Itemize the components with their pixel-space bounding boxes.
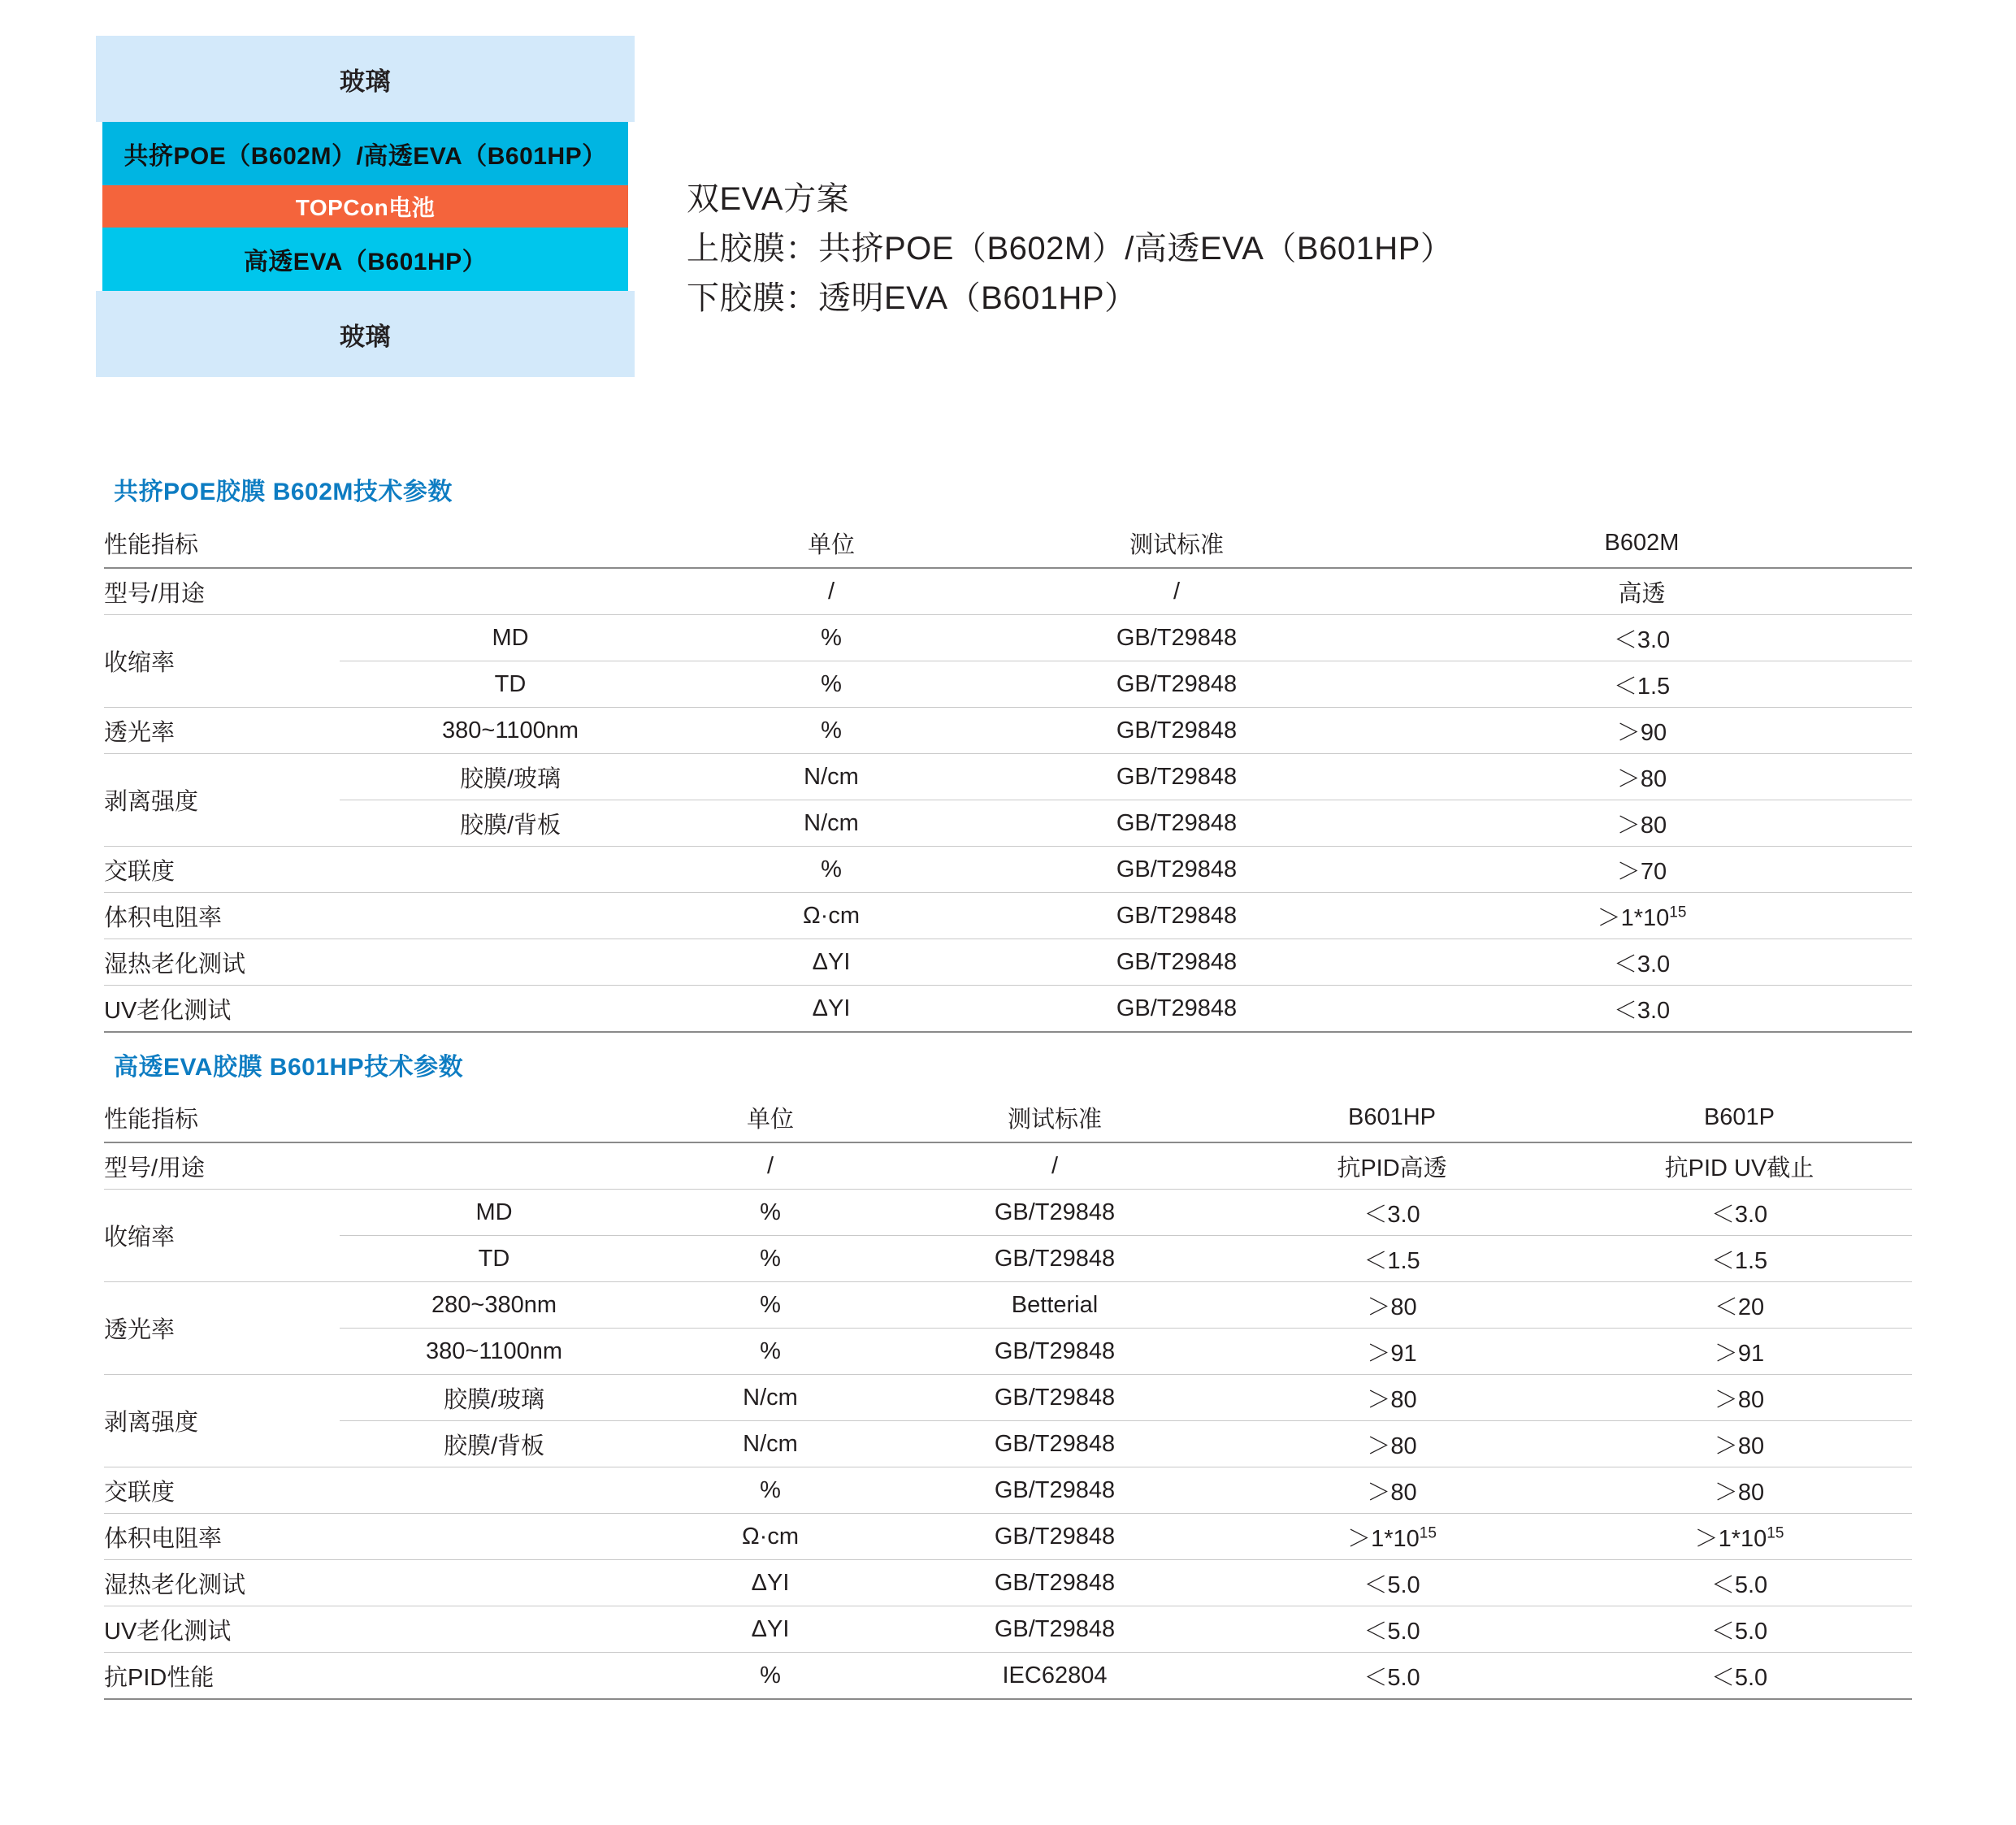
- row-standard: GB/T29848: [892, 1375, 1217, 1421]
- table-row: [104, 1467, 1912, 1514]
- row-label: 体积电阻率: [104, 893, 681, 939]
- row-value-text: ＞1*10: [1347, 1525, 1420, 1552]
- row-standard: GB/T29848: [982, 661, 1372, 708]
- table-row: [104, 893, 1912, 939]
- row-value-b601hp: ＜3.0: [1217, 1190, 1567, 1236]
- row-unit: Ω·cm: [648, 1514, 892, 1560]
- table-row: [104, 1606, 1912, 1653]
- th-b601hp: B601HP: [1217, 1093, 1567, 1142]
- row-label: UV老化测试: [104, 1606, 648, 1653]
- stack-layer-poe-label: 共挤POE（B602M）/高透EVA（B601HP）: [124, 143, 607, 170]
- row-sublabel: 胶膜/背板: [340, 800, 681, 847]
- row-value-b601hp: ＜5.0: [1217, 1606, 1567, 1653]
- row-standard: /: [982, 568, 1372, 615]
- stack-inner-layers: [96, 122, 635, 291]
- row-standard: GB/T29848: [892, 1421, 1217, 1467]
- row-value-b602m: 高透: [1372, 568, 1912, 615]
- row-value-text: ＞1*10: [1597, 904, 1670, 931]
- row-sublabel: MD: [340, 1190, 648, 1236]
- row-label: 剥离强度: [104, 1375, 340, 1467]
- row-value-b601hp: [1217, 1514, 1567, 1560]
- table-row: [104, 939, 1912, 986]
- row-standard: GB/T29848: [982, 939, 1372, 986]
- table-row: [104, 754, 1912, 800]
- row-label: 收缩率: [104, 615, 340, 708]
- table-row: [104, 708, 1912, 754]
- stack-layer-glass-bottom-label: 玻璃: [340, 322, 391, 351]
- row-sublabel: 胶膜/玻璃: [340, 1375, 648, 1421]
- row-sublabel: TD: [340, 1236, 648, 1282]
- table-row: [104, 1190, 1912, 1236]
- table-row: [104, 800, 1912, 847]
- table-row: [104, 1142, 1912, 1190]
- th-b602m: B602M: [1372, 518, 1912, 568]
- row-unit: %: [681, 615, 982, 661]
- row-value-b601p: ＜5.0: [1567, 1606, 1912, 1653]
- table-row: [104, 1514, 1912, 1560]
- row-value-b601p: ＞80: [1567, 1421, 1912, 1467]
- row-sublabel: TD: [340, 661, 681, 708]
- table-row: [104, 1421, 1912, 1467]
- row-standard: GB/T29848: [892, 1467, 1217, 1514]
- row-sublabel: 380~1100nm: [340, 1329, 648, 1375]
- row-unit: /: [648, 1142, 892, 1190]
- row-standard: GB/T29848: [892, 1190, 1217, 1236]
- th-unit: 单位: [648, 1093, 892, 1142]
- stack-layer-eva: [102, 228, 628, 291]
- row-unit: N/cm: [681, 754, 982, 800]
- row-unit: %: [648, 1190, 892, 1236]
- row-label: 型号/用途: [104, 568, 681, 615]
- row-unit: N/cm: [648, 1421, 892, 1467]
- row-standard: GB/T29848: [982, 615, 1372, 661]
- spec-table-b602m: [104, 518, 1912, 1033]
- row-sublabel: 380~1100nm: [340, 708, 681, 754]
- stack-layer-cell: [102, 185, 628, 228]
- row-unit: %: [648, 1653, 892, 1700]
- row-value-exponent: 15: [1669, 903, 1687, 921]
- row-label: UV老化测试: [104, 986, 681, 1033]
- row-standard: GB/T29848: [982, 893, 1372, 939]
- row-standard: /: [892, 1142, 1217, 1190]
- row-label: 体积电阻率: [104, 1514, 648, 1560]
- row-standard: GB/T29848: [982, 800, 1372, 847]
- row-unit: ΔYI: [681, 986, 982, 1033]
- row-standard: GB/T29848: [892, 1514, 1217, 1560]
- table-row: [104, 1653, 1912, 1700]
- row-value-b602m: ＜3.0: [1372, 939, 1912, 986]
- table-row: [104, 1282, 1912, 1329]
- table-row: [104, 986, 1912, 1033]
- th-blank: [340, 518, 681, 568]
- row-standard: GB/T29848: [892, 1329, 1217, 1375]
- table-row: [104, 1329, 1912, 1375]
- row-sublabel: 280~380nm: [340, 1282, 648, 1329]
- th-blank: [340, 1093, 648, 1142]
- row-standard: GB/T29848: [892, 1606, 1217, 1653]
- spec-table-b601hp: [104, 1093, 1912, 1700]
- scheme-line-3: 下胶膜：透明EVA（B601HP）: [687, 280, 1138, 316]
- table-row: [104, 847, 1912, 893]
- row-value-b601hp: ＞80: [1217, 1467, 1567, 1514]
- row-value-b601p: [1567, 1514, 1912, 1560]
- row-value-b601p: ＞80: [1567, 1375, 1912, 1421]
- row-value-b602m: ＞90: [1372, 708, 1912, 754]
- row-value-b601p: 抗PID UV截止: [1567, 1142, 1912, 1190]
- row-label: 湿热老化测试: [104, 1560, 648, 1606]
- row-value-b601p: ＜5.0: [1567, 1560, 1912, 1606]
- row-standard: GB/T29848: [892, 1236, 1217, 1282]
- row-unit: %: [648, 1236, 892, 1282]
- row-value-text: ＞1*10: [1694, 1525, 1767, 1552]
- row-value-b602m: ＞80: [1372, 800, 1912, 847]
- section-title-poe: 共挤POE胶膜 B602M技术参数: [114, 479, 453, 505]
- stack-layer-poe: [102, 122, 628, 185]
- scheme-line-1: 双EVA方案: [687, 181, 850, 217]
- row-value-b601hp: ＞80: [1217, 1282, 1567, 1329]
- table-row: [104, 1236, 1912, 1282]
- module-stack-diagram: [96, 36, 635, 377]
- row-label: 型号/用途: [104, 1142, 648, 1190]
- row-standard: GB/T29848: [982, 847, 1372, 893]
- row-label: 交联度: [104, 847, 681, 893]
- row-label: 抗PID性能: [104, 1653, 648, 1700]
- table-row: [104, 568, 1912, 615]
- row-value-b601hp: 抗PID高透: [1217, 1142, 1567, 1190]
- row-label: 透光率: [104, 1282, 340, 1375]
- table-header-row: [104, 518, 1912, 568]
- th-standard: 测试标准: [982, 518, 1372, 568]
- row-value-b601p: ＞80: [1567, 1467, 1912, 1514]
- th-performance: 性能指标: [104, 518, 340, 568]
- row-unit: %: [681, 708, 982, 754]
- th-performance: 性能指标: [104, 1093, 340, 1142]
- scheme-description: [687, 175, 1453, 323]
- row-value-b601hp: ＞80: [1217, 1375, 1567, 1421]
- row-unit: /: [681, 568, 982, 615]
- row-unit: %: [648, 1467, 892, 1514]
- table-row: [104, 1560, 1912, 1606]
- row-value-b601hp: ＜1.5: [1217, 1236, 1567, 1282]
- row-label: 湿热老化测试: [104, 939, 681, 986]
- row-unit: N/cm: [648, 1375, 892, 1421]
- table-row: [104, 661, 1912, 708]
- row-sublabel: 胶膜/玻璃: [340, 754, 681, 800]
- row-standard: Betterial: [892, 1282, 1217, 1329]
- row-value-b601p: ＞91: [1567, 1329, 1912, 1375]
- th-unit: 单位: [681, 518, 982, 568]
- row-standard: IEC62804: [892, 1653, 1217, 1700]
- stack-layer-glass-top-label: 玻璃: [340, 67, 391, 96]
- stack-layer-glass-top: [96, 36, 635, 122]
- row-value-b601p: ＜5.0: [1567, 1653, 1912, 1700]
- row-standard: GB/T29848: [892, 1560, 1217, 1606]
- row-standard: GB/T29848: [982, 708, 1372, 754]
- row-unit: ΔYI: [648, 1560, 892, 1606]
- table-header-row: [104, 1093, 1912, 1142]
- row-value-b602m: [1372, 893, 1912, 939]
- row-value-b601hp: ＞80: [1217, 1421, 1567, 1467]
- row-value-b601p: ＜20: [1567, 1282, 1912, 1329]
- row-value-b602m: ＜1.5: [1372, 661, 1912, 708]
- row-label: 收缩率: [104, 1190, 340, 1282]
- row-value-b601p: ＜3.0: [1567, 1190, 1912, 1236]
- stack-layer-eva-label: 高透EVA（B601HP）: [243, 249, 488, 275]
- row-label: 交联度: [104, 1467, 648, 1514]
- section-title-eva: 高透EVA胶膜 B601HP技术参数: [114, 1054, 464, 1081]
- row-value-b601hp: ＞91: [1217, 1329, 1567, 1375]
- row-unit: %: [648, 1282, 892, 1329]
- stack-layer-glass-bottom: [96, 291, 635, 377]
- row-standard: GB/T29848: [982, 754, 1372, 800]
- row-unit: N/cm: [681, 800, 982, 847]
- row-value-b601p: ＜1.5: [1567, 1236, 1912, 1282]
- table-row: [104, 615, 1912, 661]
- table-row: [104, 1375, 1912, 1421]
- row-value-exponent: 15: [1767, 1524, 1784, 1541]
- row-unit: Ω·cm: [681, 893, 982, 939]
- row-unit: %: [681, 661, 982, 708]
- row-unit: %: [648, 1329, 892, 1375]
- th-standard: 测试标准: [892, 1093, 1217, 1142]
- row-value-b602m: ＜3.0: [1372, 986, 1912, 1033]
- row-value-b602m: ＞70: [1372, 847, 1912, 893]
- row-unit: ΔYI: [648, 1606, 892, 1653]
- row-sublabel: 胶膜/背板: [340, 1421, 648, 1467]
- row-label: 透光率: [104, 708, 340, 754]
- stack-layer-cell-label: TOPCon电池: [295, 195, 436, 220]
- row-unit: %: [681, 847, 982, 893]
- row-value-b602m: ＞80: [1372, 754, 1912, 800]
- th-b601p: B601P: [1567, 1093, 1912, 1142]
- row-standard: GB/T29848: [982, 986, 1372, 1033]
- row-value-exponent: 15: [1419, 1524, 1437, 1541]
- row-label: 剥离强度: [104, 754, 340, 847]
- scheme-line-2: 上胶膜：共挤POE（B602M）/高透EVA（B601HP）: [687, 230, 1454, 267]
- row-value-b601hp: ＜5.0: [1217, 1653, 1567, 1700]
- row-sublabel: MD: [340, 615, 681, 661]
- row-value-b602m: ＜3.0: [1372, 615, 1912, 661]
- row-value-b601hp: ＜5.0: [1217, 1560, 1567, 1606]
- row-unit: ΔYI: [681, 939, 982, 986]
